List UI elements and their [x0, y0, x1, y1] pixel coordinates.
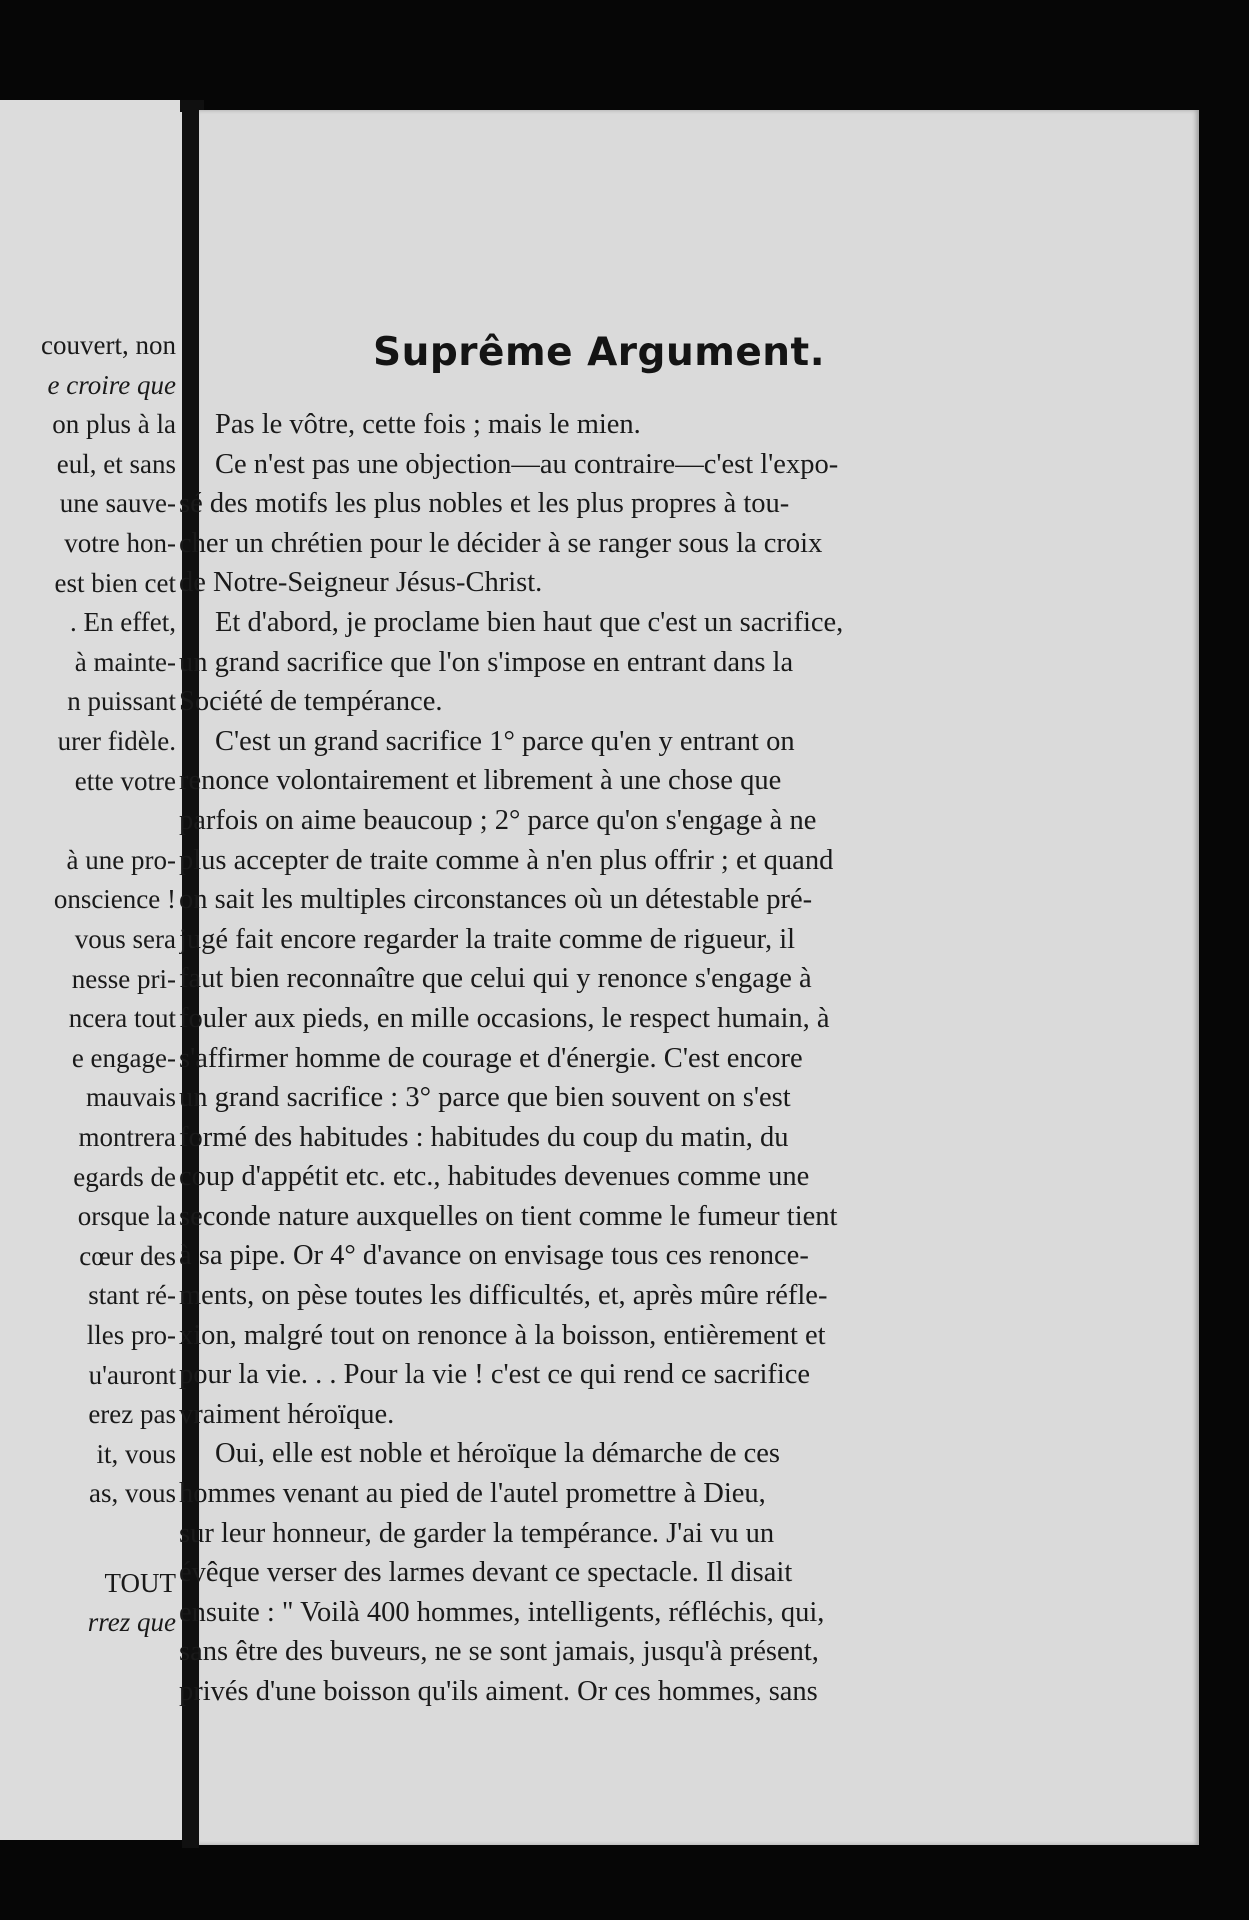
text-line: sé des motifs les plus nobles et les plus propres à tou- — [179, 488, 790, 520]
prev-page-line: couvert, non — [41, 330, 176, 360]
previous-page-fragment — [0, 100, 182, 1840]
text-line: ments, on pèse toutes les difficultés, et, après mûre réfle- — [179, 1280, 828, 1312]
text-line: ensuite : " Voilà 400 hommes, intelligents, réfléchis, qui, — [179, 1596, 825, 1628]
text-line: Pas le vôtre, cette fois ; mais le mien. — [215, 409, 641, 440]
prev-page-line: ette votre — [74, 765, 176, 796]
text-line: cher un chrétien pour le décider à se ranger sous la croix — [179, 527, 823, 559]
prev-page-line: egards de — [73, 1161, 176, 1192]
prev-page-line: it, vous — [96, 1438, 176, 1469]
prev-page-line: mauvais — [86, 1082, 176, 1113]
text-line: hommes venant au pied de l'autel promettre à Dieu, — [179, 1478, 766, 1510]
text-line: privés d'une boisson qu'ils aiment. Or ces hommes, sans — [179, 1676, 818, 1707]
prev-page-line: rrez que — [87, 1607, 176, 1638]
prev-page-line: on plus à la — [52, 409, 176, 440]
page-title: Suprême Argument. — [372, 330, 826, 375]
prev-page-line: montrera — [78, 1122, 176, 1152]
text-line: s'affirmer homme de courage et d'énergie. C'est encore — [179, 1042, 803, 1074]
prev-page-line: urer fidèle. — [57, 726, 176, 756]
prev-page-line: as, vous — [89, 1478, 176, 1509]
text-line: faut bien reconnaître que celui qui y renonce s'engage à — [179, 963, 812, 995]
text-line: de Notre-Seigneur Jésus-Christ. — [179, 567, 543, 599]
text-line: sur leur honneur, de garder la tempérance. J'ai vu un — [179, 1517, 775, 1549]
text-line: parfois on aime beaucoup ; 2° parce qu'on s'engage à ne — [179, 804, 817, 836]
text-line: xion, malgré tout on renonce à la boisson, entièrement et — [179, 1319, 826, 1351]
prev-page-line: onscience ! — [53, 884, 176, 915]
prev-page-line: nesse pri- — [71, 963, 176, 994]
prev-page-line: n puissant — [67, 686, 176, 717]
text-line: formé des habitudes : habitudes du coup du matin, du — [179, 1121, 789, 1153]
prev-page-line: stant ré- — [88, 1280, 176, 1311]
right-dark-border — [1199, 100, 1249, 1920]
prev-page-line: une sauve- — [59, 488, 176, 519]
text-line: on sait les multiples circonstances où un détestable pré- — [179, 884, 813, 916]
prev-page-line: est bien cet — [54, 567, 176, 598]
prev-page-line: vous sera — [74, 924, 176, 954]
text-line: évêque verser des larmes devant ce spectacle. Il disait — [179, 1557, 793, 1589]
text-line: plus accepter de traite comme à n'en plus offrir ; et quand — [179, 844, 834, 876]
text-line: seconde nature auxquelles on tient comme le fumeur tient — [179, 1200, 838, 1232]
text-line: coup d'appétit etc. etc., habitudes devenues comme une — [179, 1161, 810, 1193]
prev-page-line: TOUT — [104, 1567, 176, 1598]
text-line: Société de tempérance. — [179, 686, 443, 718]
prev-page-line: eul, et sans — [56, 448, 176, 479]
prev-page-line: ncera tout — [68, 1003, 176, 1034]
text-line: C'est un grand sacrifice 1° parce qu'en y entrant on — [215, 725, 795, 757]
text-line: Ce n'est pas une objection—au contraire—c'est l'expo- — [215, 448, 839, 480]
text-line: Oui, elle est noble et héroïque la démarche de ces — [215, 1438, 781, 1470]
text-line: sans être des buveurs, ne se sont jamais, jusqu'à présent, — [179, 1636, 819, 1668]
prev-page-line: . En effet, — [70, 607, 176, 638]
text-line: jugé fait encore regarder la traite comme de rigueur, il — [179, 923, 796, 955]
text-line: fouler aux pieds, en mille occasions, le respect humain, à — [179, 1002, 830, 1034]
prev-page-line: u'auront — [88, 1359, 176, 1390]
text-line: à sa pipe. Or 4° d'avance on envisage tous ces renonce- — [179, 1240, 809, 1272]
main-page — [179, 110, 1199, 1845]
prev-page-line: votre hon- — [64, 528, 176, 558]
body-text — [179, 405, 1019, 1712]
text-line: vraiment héroïque. — [179, 1398, 395, 1430]
prev-page-line: e croire que — [47, 369, 176, 400]
page-content — [179, 330, 1019, 1712]
text-line: un grand sacrifice : 3° parce que bien souvent on s'est — [179, 1082, 791, 1114]
prev-page-line: erez pas — [88, 1399, 176, 1430]
text-line: un grand sacrifice que l'on s'impose en entrant dans la — [179, 646, 794, 678]
text-line: renonce volontairement et librement à une chose que — [179, 765, 782, 797]
prev-page-line: cœur des — [79, 1240, 176, 1271]
text-line: pour la vie. . . Pour la vie ! c'est ce qui rend ce sacrifice — [179, 1359, 811, 1391]
prev-page-line: lles pro- — [86, 1320, 176, 1350]
prev-page-line: e engage- — [71, 1042, 176, 1073]
prev-page-line: orsque la — [77, 1201, 176, 1232]
prev-page-line: à une pro- — [66, 844, 176, 875]
text-line: Et d'abord, je proclame bien haut que c'est un sacrifice, — [215, 606, 844, 638]
prev-page-line: à mainte- — [74, 646, 176, 677]
